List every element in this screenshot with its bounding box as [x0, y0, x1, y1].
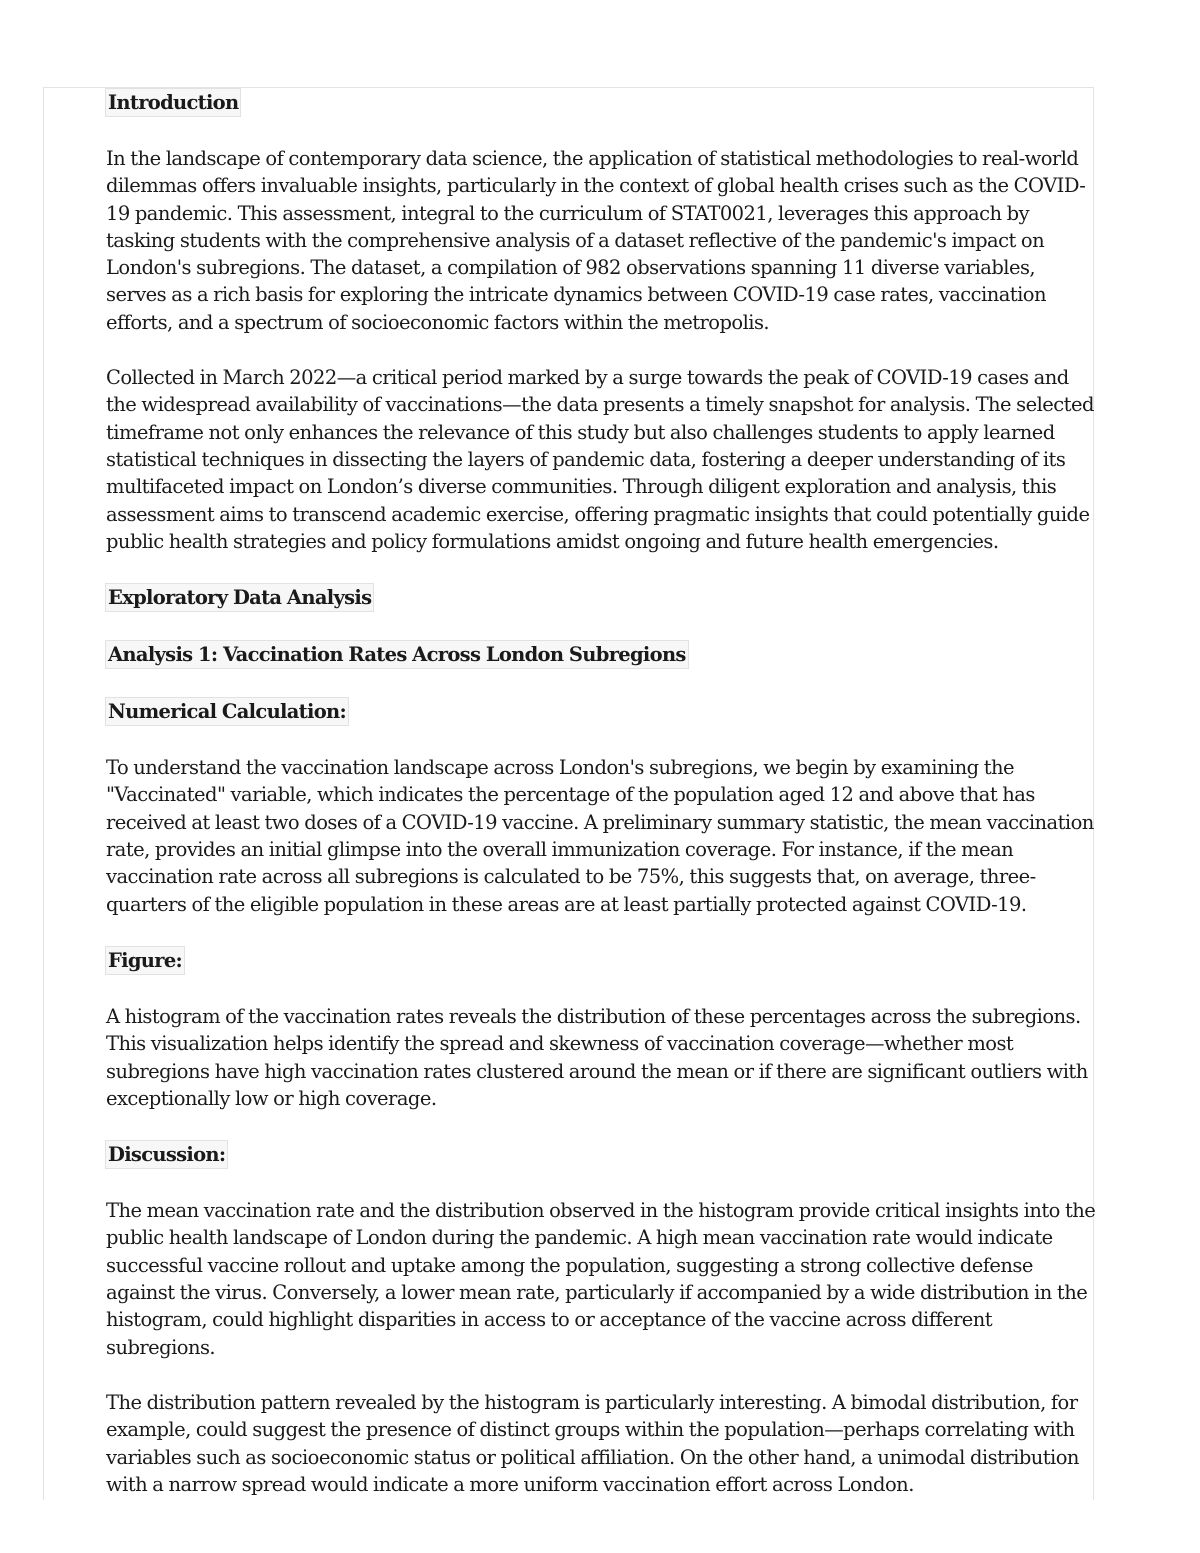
introduction-heading: Introduction — [105, 88, 241, 117]
figure-paragraph: A histogram of the vaccination rates reveals the distribution of these percentages across the subregions. This visualization helps identify the spread and skewness of vaccination coverage—whether most subregions have high vaccination rates clustered around the mean or if there are significant outliers with exceptionally low or high coverage. — [106, 1004, 1088, 1110]
numerical-calculation-heading: Numerical Calculation: — [105, 697, 349, 726]
figure-heading: Figure: — [105, 946, 185, 975]
eda-heading: Exploratory Data Analysis — [105, 583, 374, 612]
discussion-paragraph-1: The mean vaccination rate and the distribution observed in the histogram provide critical insights into the public health landscape of London during the pandemic. A high mean vaccination rate would indicate successful vaccine rollout and uptake among the population, suggesting a strong collective defense against the virus. Conversely, a lower mean rate, particularly if accompanied by a wide distribution in the histogram, could highlight disparities in access to or acceptance of the vaccine across different subregions. — [106, 1199, 1096, 1359]
numerical-calculation-paragraph: To understand the vaccination landscape across London's subregions, we begin by examining the "Vaccinated" variable, which indicates the percentage of the population aged 12 and above that has received at least two doses of a COVID-19 vaccine. A preliminary summary statistic, the mean vaccination rate, provides an initial glimpse into the overall immunization coverage. For instance, if the mean vaccination rate across all subregions is calculated to be 75%, this suggests that, on average, three-quarters of the eligible population in these areas are at least partially protected against COVID-19. — [106, 756, 1094, 916]
discussion-paragraph-2: The distribution pattern revealed by the histogram is particularly interesting. A bimodal distribution, for example, could suggest the presence of distinct groups within the population—perhaps correlating with variables such as socioeconomic status or political affiliation. On the other hand, a unimodal distribution with a narrow spread would indicate a more uniform vaccination effort across London. — [106, 1390, 1079, 1496]
analysis-1-heading: Analysis 1: Vaccination Rates Across London Subregions — [105, 640, 689, 669]
introduction-paragraph-2: Collected in March 2022—a critical period marked by a surge towards the peak of COVID-19 cases and the widespread availability of vaccinations—the data presents a timely snapshot for analysis. The selected timeframe not only enhances the relevance of this study but also challenges students to apply learned statistical techniques in dissecting the layers of pandemic data, fostering a deeper understanding of its multifaceted impact on London’s diverse communities. Through diligent exploration and analysis, this assessment aims to transcend academic exercise, offering pragmatic insights that could potentially guide public health strategies and policy formulations amidst ongoing and future health emergencies. — [106, 366, 1094, 553]
discussion-heading: Discussion: — [105, 1140, 228, 1169]
document-body — [106, 88, 1096, 1498]
introduction-paragraph-1: In the landscape of contemporary data science, the application of statistical methodologies to real-world dilemmas offers invaluable insights, particularly in the context of global health crises such as the COVID-19 pandemic. This assessment, integral to the curriculum of STAT0021, leverages this approach by tasking students with the comprehensive analysis of a dataset reflective of the pandemic's impact on London's subregions. The dataset, a compilation of 982 observations spanning 11 diverse variables, serves as a rich basis for exploring the intricate dynamics between COVID-19 case rates, vaccination efforts, and a spectrum of socioeconomic factors within the metropolis. — [106, 147, 1086, 334]
